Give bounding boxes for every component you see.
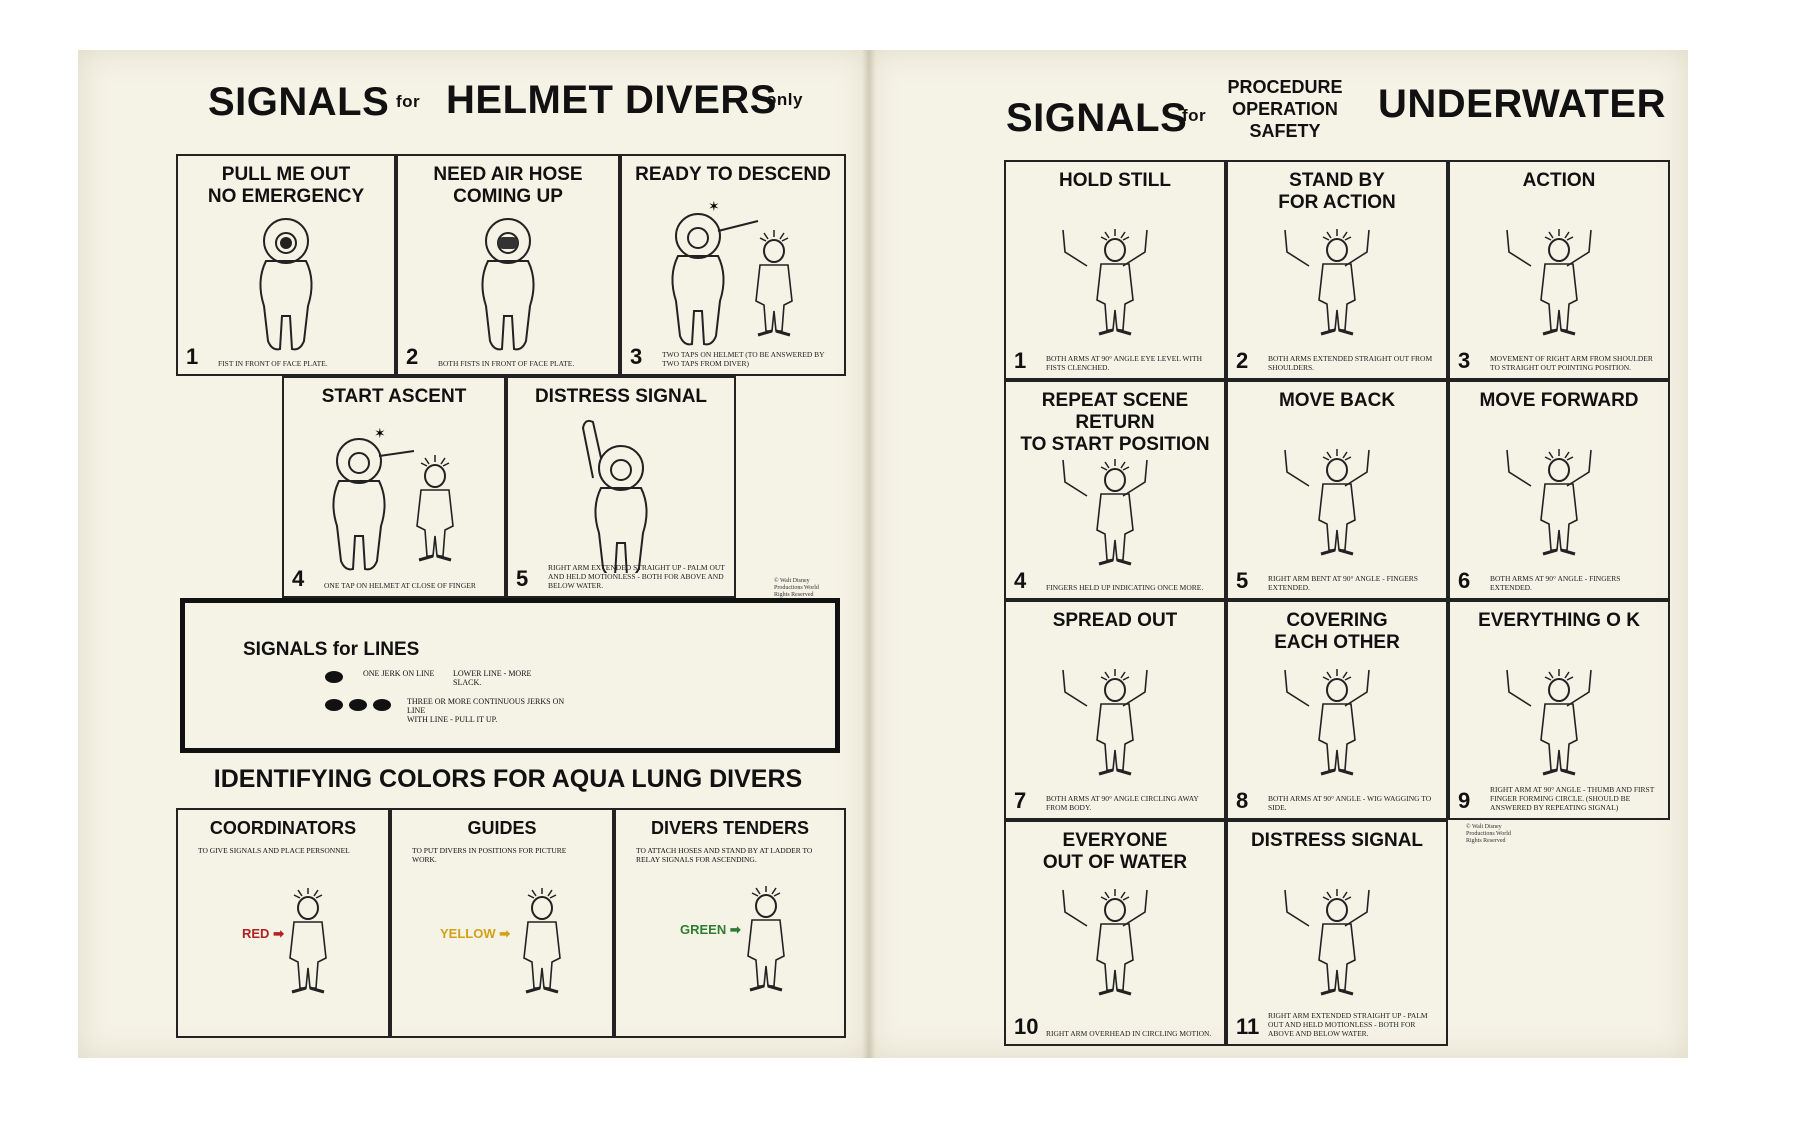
left-title-signals: SIGNALS	[208, 80, 390, 124]
panel-caption: ONE TAP ON HELMET AT CLOSE OF FINGER	[324, 581, 476, 590]
left-title-only: only	[766, 90, 803, 109]
panel-title: EVERYTHING O K	[1478, 610, 1640, 631]
panel-title: ACTION	[1522, 170, 1596, 191]
helmet-diver-figure	[468, 211, 548, 356]
role-caption: TO PUT DIVERS IN POSITIONS FOR PICTURE WORK.	[412, 846, 567, 864]
left-copyright: © Walt Disney Productions World Rights Reserved	[774, 578, 819, 598]
panel-title: MOVE BACK	[1278, 390, 1396, 411]
helmet-diver-figure	[246, 211, 326, 356]
aqua-diver-figure	[1055, 882, 1175, 1002]
page-fold	[862, 50, 876, 1058]
aqua-diver-figure	[1277, 882, 1397, 1002]
panel-caption: RIGHT ARM OVERHEAD IN CIRCLING MOTION.	[1046, 1029, 1212, 1038]
panel-title: EVERYONE OUT OF WATER	[1042, 830, 1188, 873]
aqua-diver-figure	[1055, 452, 1175, 572]
helmet-signal-panel-5	[506, 376, 736, 598]
underwater-signal-panel-11	[1226, 820, 1448, 1046]
panel-caption: MOVEMENT OF RIGHT ARM FROM SHOULDER TO STRAIGHT OUT POINTING POSITION.	[1490, 354, 1653, 372]
jerk-dot	[325, 671, 343, 683]
right-title-underwater: UNDERWATER	[1378, 82, 1666, 126]
panel-number: 3	[1458, 348, 1471, 373]
panel-caption: FINGERS HELD UP INDICATING ONCE MORE.	[1046, 583, 1204, 592]
role-caption: TO ATTACH HOSES AND STAND BY AT LADDER TO RELAY SIGNALS FOR ASCENDING.	[636, 846, 813, 864]
line-signal-2-text-b: WITH LINE - PULL IT UP.	[407, 715, 498, 724]
panel-number: 6	[1458, 568, 1471, 593]
aqua-diver-figure	[1055, 222, 1175, 342]
title-safety: SAFETY	[1249, 121, 1321, 141]
panel-number: 11	[1236, 1014, 1260, 1039]
underwater-signal-panel-1	[1004, 160, 1226, 380]
lines-title: SIGNALS for LINES	[243, 639, 420, 660]
role-title: COORDINATORS	[209, 818, 357, 838]
panel-title: DISTRESS SIGNAL	[1250, 830, 1424, 851]
jerk-dot	[325, 699, 343, 711]
title-procedure: PROCEDURE	[1227, 77, 1343, 97]
role-caption: TO GIVE SIGNALS AND PLACE PERSONNEL	[198, 846, 350, 855]
color-label-yellow: YELLOW ➡	[440, 926, 511, 941]
panel-title: READY TO DESCEND	[635, 164, 831, 185]
panel-title: DISTRESS SIGNAL	[534, 386, 708, 407]
left-title-helmet-divers: HELMET DIVERS	[446, 78, 777, 122]
svg-text:✶: ✶	[708, 201, 720, 214]
left-title-for: for	[396, 92, 421, 111]
panel-title: COVERING EACH OTHER	[1274, 610, 1400, 653]
panel-caption: BOTH ARMS AT 90° ANGLE CIRCLING AWAY FROM BODY.	[1046, 794, 1199, 812]
panel-number: 3	[630, 344, 643, 369]
panel-title: SPREAD OUT	[1052, 610, 1178, 631]
panel-title: STAND BY FOR ACTION	[1278, 170, 1396, 213]
panel-number: 9	[1458, 788, 1471, 813]
underwater-signal-panel-6	[1448, 380, 1670, 600]
panel-number: 1	[1014, 348, 1027, 373]
panel-title: NEED AIR HOSE COMING UP	[433, 164, 583, 207]
aqua-role-guides	[390, 808, 614, 1038]
jerk-dot	[349, 699, 367, 711]
underwater-signal-panel-8	[1226, 600, 1448, 820]
aqua-diver-figure	[1499, 222, 1619, 342]
helmet-signal-panel-2	[396, 154, 620, 376]
helmet-signal-panel-4	[282, 376, 506, 598]
helmet-and-tender-figure	[319, 426, 469, 576]
signals-for-lines-box	[180, 598, 840, 753]
panel-number: 5	[516, 566, 529, 591]
panel-number: 4	[1014, 568, 1027, 593]
underwater-signal-panel-3	[1448, 160, 1670, 380]
helmet-diver-figure	[571, 418, 671, 573]
panel-caption: FIST IN FRONT OF FACE PLATE.	[218, 359, 328, 368]
panel-title: REPEAT SCENE RETURN TO START POSITION	[1020, 390, 1210, 455]
underwater-signal-panel-9	[1448, 600, 1670, 820]
aqua-diver-figure	[272, 888, 344, 998]
right-title-procedure-stack	[1220, 76, 1350, 142]
underwater-signal-panel-10	[1004, 820, 1226, 1046]
svg-text:✶: ✶	[374, 426, 386, 441]
panel-title: PULL ME OUT NO EMERGENCY	[207, 164, 365, 207]
panel-number: 7	[1014, 788, 1027, 813]
panel-number: 2	[406, 344, 419, 369]
aqua-diver-figure	[1277, 662, 1397, 782]
helmet-signal-panel-3	[620, 154, 846, 376]
panel-caption: RIGHT ARM BENT AT 90° ANGLE - FINGERS EXTENDED.	[1268, 574, 1418, 592]
panel-title: MOVE FORWARD	[1479, 390, 1639, 411]
panel-number: 1	[186, 344, 199, 369]
aqua-diver-figure	[1277, 442, 1397, 562]
line-signal-1-text-a: ONE JERK ON LINE	[363, 669, 435, 678]
panel-caption: BOTH ARMS AT 90° ANGLE - WIG WAGGING TO SIDE.	[1268, 794, 1432, 812]
panel-caption: RIGHT ARM AT 90° ANGLE - THUMB AND FIRST FINGER FORMING CIRCLE. (SHOULD BE ANSWERED BY REPEATING SIGNAL)	[1490, 785, 1655, 812]
panel-number: 5	[1236, 568, 1249, 593]
line-signal-1-text-b: LOWER LINE - MORE SLACK.	[453, 669, 532, 687]
panel-caption: RIGHT ARM EXTENDED STRAIGHT UP - PALM OUT AND HELD MOTIONLESS - BOTH FOR ABOVE AND BELOW WATER.	[548, 563, 725, 590]
aqua-diver-figure	[1277, 222, 1397, 342]
right-title-for: for	[1182, 106, 1207, 125]
panel-title: START ASCENT	[321, 386, 467, 407]
panel-number: 8	[1236, 788, 1249, 813]
panel-caption: BOTH ARMS EXTENDED STRAIGHT OUT FROM SHOULDERS.	[1268, 354, 1433, 372]
panel-caption: BOTH ARMS AT 90° ANGLE EYE LEVEL WITH FISTS CLENCHED.	[1046, 354, 1202, 372]
aqua-role-divers-tenders	[614, 808, 846, 1038]
panel-caption: TWO TAPS ON HELMET (TO BE ANSWERED BY TWO TAPS FROM DIVER)	[662, 350, 825, 368]
line-signal-three-jerks	[325, 699, 391, 711]
aqua-diver-figure	[506, 888, 578, 998]
line-signal-one-jerk	[325, 671, 343, 683]
aqua-diver-figure	[730, 886, 802, 996]
helmet-and-tender-figure	[658, 201, 808, 351]
jerk-dot	[373, 699, 391, 711]
aqua-role-coordinators	[176, 808, 390, 1038]
aqua-diver-figure	[1499, 662, 1619, 782]
underwater-signal-panel-4	[1004, 380, 1226, 600]
aqua-lung-title: IDENTIFYING COLORS FOR AQUA LUNG DIVERS	[213, 765, 803, 793]
underwater-signal-panel-5	[1226, 380, 1448, 600]
panel-number: 2	[1236, 348, 1249, 373]
right-copyright: © Walt Disney Productions World Rights Reserved	[1466, 824, 1511, 844]
panel-number: 10	[1014, 1014, 1039, 1039]
color-label-red: RED ➡	[242, 926, 284, 941]
helmet-signal-panel-1	[176, 154, 396, 376]
right-title-signals: SIGNALS	[1006, 96, 1188, 140]
panel-caption: RIGHT ARM EXTENDED STRAIGHT UP - PALM OUT AND HELD MOTIONLESS - BOTH FOR ABOVE AND BELOW WATER.	[1268, 1011, 1428, 1038]
role-title: DIVERS TENDERS	[650, 818, 810, 838]
panel-caption: BOTH ARMS AT 90° ANGLE - FINGERS EXTENDED.	[1490, 574, 1621, 592]
title-operation: OPERATION	[1232, 99, 1338, 119]
underwater-signal-panel-2	[1226, 160, 1448, 380]
role-title: GUIDES	[467, 818, 537, 838]
panel-caption: BOTH FISTS IN FRONT OF FACE PLATE.	[438, 359, 575, 368]
color-label-green: GREEN ➡	[680, 922, 741, 937]
underwater-signal-panel-7	[1004, 600, 1226, 820]
panel-title: HOLD STILL	[1059, 170, 1171, 191]
line-signal-2-text-a: THREE OR MORE CONTINUOUS JERKS ON LINE	[407, 697, 565, 715]
panel-number: 4	[292, 566, 305, 591]
aqua-diver-figure	[1055, 662, 1175, 782]
aqua-diver-figure	[1499, 442, 1619, 562]
